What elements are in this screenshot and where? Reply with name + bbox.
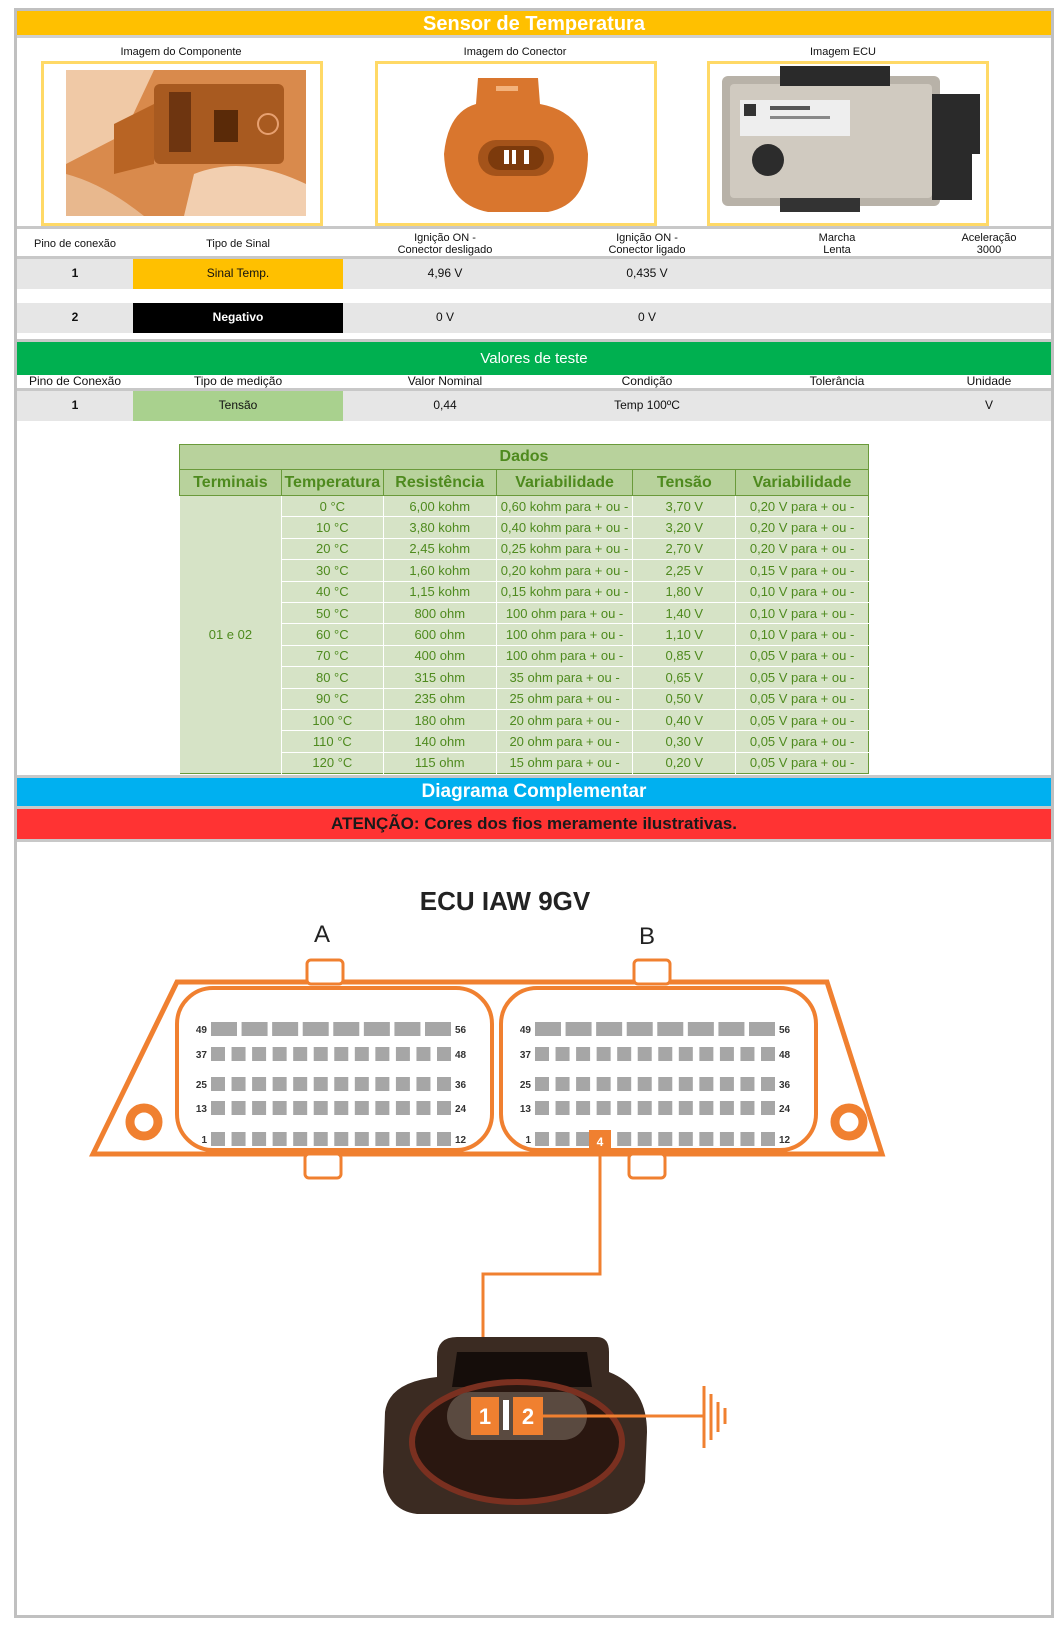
ecu-pin [749, 1022, 775, 1036]
pin-number: 2 [71, 310, 79, 325]
pin-row-label-left: 37 [195, 1050, 207, 1061]
resistance-cell: 1,60 kohm [383, 560, 496, 581]
ecu-pin [761, 1132, 775, 1146]
ign-off-value: 0 V [435, 310, 454, 325]
pin-row-label-left: 49 [195, 1025, 207, 1036]
resistance-variability-cell: 0,20 kohm para + ou - [496, 560, 633, 581]
data-table-row [180, 688, 869, 709]
data-table-row [180, 709, 869, 730]
ecu-pin [252, 1077, 266, 1091]
ecu-pin [761, 1077, 775, 1091]
ecu-pin [679, 1101, 693, 1115]
voltage-cell: 1,40 V [633, 602, 736, 623]
temperature-cell: 10 °C [281, 517, 383, 538]
header-temperature: Temperatura [281, 470, 383, 496]
ecu-pin [638, 1077, 652, 1091]
ecu-pin [566, 1022, 592, 1036]
ecu-pin [416, 1047, 430, 1061]
ecu-pin [416, 1101, 430, 1115]
connector-b-latch [634, 960, 670, 984]
voltage-cell: 2,25 V [633, 560, 736, 581]
signal-type: Sinal Temp. [133, 259, 343, 289]
voltage-cell: 3,20 V [633, 517, 736, 538]
ecu-pin [638, 1132, 652, 1146]
pin-number: 1 [71, 398, 79, 413]
ecu-pin [658, 1047, 672, 1061]
connector-b-label: B [638, 923, 656, 950]
temperature-cell: 40 °C [281, 581, 383, 602]
temperature-cell: 110 °C [281, 731, 383, 752]
data-table-row [180, 645, 869, 666]
ecu-pin [273, 1132, 287, 1146]
pin-row-label-right: 36 [779, 1080, 791, 1091]
ground-icon [704, 1386, 725, 1448]
temperature-cell: 50 °C [281, 602, 383, 623]
ecu-pin [556, 1077, 570, 1091]
temperature-cell: 60 °C [281, 624, 383, 645]
voltage-variability-cell: 0,10 V para + ou - [736, 602, 869, 623]
resistance-variability-cell: 0,60 kohm para + ou - [496, 496, 633, 517]
ecu-pin [740, 1101, 754, 1115]
resistance-cell: 800 ohm [383, 602, 496, 623]
ecu-pin [679, 1077, 693, 1091]
ecu-pin [617, 1047, 631, 1061]
pin-row-label-left: 13 [195, 1104, 207, 1115]
pin-row-label-right: 56 [455, 1025, 467, 1036]
resistance-cell: 235 ohm [383, 688, 496, 709]
page-title: Sensor de Temperatura [17, 11, 1051, 38]
nominal-value: 0,44 [433, 398, 457, 413]
ecu-pin [211, 1101, 225, 1115]
pin-row-label-left: 1 [525, 1135, 531, 1146]
ecu-pin [314, 1132, 328, 1146]
idle-value [747, 259, 927, 289]
header-accel: Aceleração 3000 [961, 231, 1017, 256]
header-measure-type: Tipo de medição [193, 374, 283, 389]
resistance-cell: 2,45 kohm [383, 538, 496, 559]
ecu-pin [617, 1132, 631, 1146]
voltage-variability-cell: 0,20 V para + ou - [736, 538, 869, 559]
ecu-pin [355, 1047, 369, 1061]
pin-row-label-left: 49 [519, 1025, 531, 1036]
resistance-variability-cell: 25 ohm para + ou - [496, 688, 633, 709]
ecu-pin [232, 1101, 246, 1115]
ecu-pin [576, 1132, 590, 1146]
ecu-pin [576, 1101, 590, 1115]
voltage-cell: 0,65 V [633, 667, 736, 688]
pin-row-label-left: 37 [519, 1050, 531, 1061]
connector-a-latch [307, 960, 343, 984]
header-voltage-variability: Variabilidade [736, 470, 869, 496]
voltage-cell: 3,70 V [633, 496, 736, 517]
voltage-cell: 0,50 V [633, 688, 736, 709]
ecu-pin [252, 1132, 266, 1146]
ecu-title: ECU IAW 9GV [419, 886, 591, 916]
ecu-pin [556, 1101, 570, 1115]
ecu-pin [375, 1132, 389, 1146]
ecu-pin [617, 1101, 631, 1115]
data-table-body [180, 496, 869, 774]
resistance-cell: 315 ohm [383, 667, 496, 688]
idle-value [747, 303, 927, 333]
ecu-pin [699, 1101, 713, 1115]
ecu-pin [437, 1101, 451, 1115]
ecu-pin [699, 1132, 713, 1146]
ecu-pin [242, 1022, 268, 1036]
resistance-variability-cell: 35 ohm para + ou - [496, 667, 633, 688]
temperature-cell: 20 °C [281, 538, 383, 559]
ecu-pin [232, 1077, 246, 1091]
resistance-variability-cell: 0,40 kohm para + ou - [496, 517, 633, 538]
ecu-pin [437, 1132, 451, 1146]
ecu-pin [679, 1047, 693, 1061]
pin-number: 1 [71, 266, 79, 281]
resistance-variability-cell: 100 ohm para + ou - [496, 624, 633, 645]
pin-row-label-left: 13 [519, 1104, 531, 1115]
ecu-pin [375, 1047, 389, 1061]
data-table-row [180, 667, 869, 688]
signal-type: Negativo [133, 303, 343, 333]
pin-row-label-right: 48 [779, 1050, 791, 1061]
header-pin: Pino de Conexão [28, 374, 122, 389]
pin-row-label-left: 25 [519, 1080, 531, 1091]
pin-row-label-right: 24 [455, 1104, 467, 1115]
ecu-pin [293, 1047, 307, 1061]
voltage-variability-cell: 0,20 V para + ou - [736, 517, 869, 538]
voltage-cell: 2,70 V [633, 538, 736, 559]
pin-row [17, 259, 1051, 289]
temperature-cell: 0 °C [281, 496, 383, 517]
ecu-pin [437, 1047, 451, 1061]
ecu-pin [375, 1101, 389, 1115]
ecu-image-label: Imagem ECU [809, 46, 877, 58]
unit-value: V [984, 398, 993, 413]
resistance-cell: 3,80 kohm [383, 517, 496, 538]
pin-row-label-right: 12 [455, 1135, 467, 1146]
resistance-cell: 600 ohm [383, 624, 496, 645]
ecu-pin [720, 1047, 734, 1061]
pin-row-label-left: 1 [201, 1135, 207, 1146]
ecu-pin [394, 1022, 420, 1036]
pin-row-label-right: 36 [455, 1080, 467, 1091]
ecu-pin [740, 1077, 754, 1091]
ecu-pin [211, 1022, 237, 1036]
tolerance-value [747, 391, 927, 421]
ecu-pin [556, 1132, 570, 1146]
ecu-pin [535, 1077, 549, 1091]
voltage-variability-cell: 0,05 V para + ou - [736, 688, 869, 709]
data-table-row [180, 581, 869, 602]
highlighted-pin-label: 4 [596, 1135, 604, 1149]
ecu-pin [364, 1022, 390, 1036]
connector-image [375, 61, 657, 226]
ecu-pin [535, 1022, 561, 1036]
data-table [179, 444, 869, 774]
ecu-pin [699, 1047, 713, 1061]
ecu-pin [679, 1132, 693, 1146]
ign-off-value: 4,96 V [427, 266, 463, 281]
test-values-row [17, 391, 1051, 421]
resistance-cell: 140 ohm [383, 731, 496, 752]
resistance-variability-cell: 15 ohm para + ou - [496, 752, 633, 773]
voltage-variability-cell: 0,10 V para + ou - [736, 581, 869, 602]
pin-row [17, 303, 1051, 333]
warning-banner: ATENÇÃO: Cores dos fios meramente ilustrativas. [17, 809, 1051, 839]
accel-value [927, 259, 1051, 289]
resistance-cell: 1,15 kohm [383, 581, 496, 602]
data-table-header [180, 470, 869, 496]
voltage-variability-cell: 0,20 V para + ou - [736, 496, 869, 517]
component-image-label: Imagem do Componente [120, 46, 242, 58]
sensor-pin-1-label: 1 [478, 1404, 492, 1429]
ecu-pin [211, 1077, 225, 1091]
header-voltage: Tensão [633, 470, 736, 496]
ecu-pin [314, 1101, 328, 1115]
ecu-pin [375, 1077, 389, 1091]
data-table-row [180, 624, 869, 645]
ecu-pin [596, 1022, 622, 1036]
data-table-title: Dados [180, 445, 869, 470]
ecu-pin [657, 1022, 683, 1036]
ecu-pin [303, 1022, 329, 1036]
ecu-pin [314, 1077, 328, 1091]
voltage-variability-cell: 0,05 V para + ou - [736, 709, 869, 730]
data-table-row [180, 538, 869, 559]
data-table-row [180, 752, 869, 773]
connector-b-bottom-latch [629, 1154, 665, 1178]
temperature-cell: 90 °C [281, 688, 383, 709]
ecu-pin [718, 1022, 744, 1036]
resistance-variability-cell: 0,25 kohm para + ou - [496, 538, 633, 559]
ecu-pin [334, 1077, 348, 1091]
ecu-pin [273, 1077, 287, 1091]
ecu-pin [425, 1022, 451, 1036]
ecu-pin [535, 1101, 549, 1115]
pin-row-label-right: 56 [779, 1025, 791, 1036]
ecu-pin [396, 1101, 410, 1115]
ecu-pin [211, 1047, 225, 1061]
measure-type: Tensão [133, 391, 343, 421]
accel-value [927, 303, 1051, 333]
temperature-cell: 80 °C [281, 667, 383, 688]
header-unit: Unidade [966, 374, 1012, 389]
voltage-variability-cell: 0,05 V para + ou - [736, 645, 869, 666]
ecu-pin [597, 1077, 611, 1091]
pin-row-label-right: 12 [779, 1135, 791, 1146]
voltage-variability-cell: 0,05 V para + ou - [736, 667, 869, 688]
ecu-pin [334, 1101, 348, 1115]
ecu-pin [252, 1047, 266, 1061]
ecu-pin [355, 1101, 369, 1115]
voltage-cell: 0,20 V [633, 752, 736, 773]
ecu-pin [416, 1132, 430, 1146]
test-values-header [17, 375, 1051, 389]
ecu-pin [314, 1047, 328, 1061]
terminals-cell: 01 e 02 [180, 496, 282, 774]
resistance-cell: 180 ohm [383, 709, 496, 730]
ecu-pin [437, 1077, 451, 1091]
ecu-pin [416, 1077, 430, 1091]
ecu-pin [761, 1047, 775, 1061]
sensor-pin-2-label: 2 [521, 1404, 535, 1429]
ecu-pin [699, 1077, 713, 1091]
ecu-pin [576, 1047, 590, 1061]
ecu-pin [334, 1047, 348, 1061]
temperature-cell: 30 °C [281, 560, 383, 581]
ecu-photo-icon [710, 64, 986, 223]
ecu-pin [658, 1132, 672, 1146]
condition-value: Temp 100ºC [614, 398, 680, 413]
header-idle: Marcha Lenta [818, 231, 856, 256]
ecu-pin [355, 1132, 369, 1146]
ecu-pin [272, 1022, 298, 1036]
data-table-row [180, 731, 869, 752]
ecu-pin [638, 1047, 652, 1061]
ecu-pin [617, 1077, 631, 1091]
ecu-pin [638, 1101, 652, 1115]
pin-row-label-right: 48 [455, 1050, 467, 1061]
voltage-variability-cell: 0,10 V para + ou - [736, 624, 869, 645]
component-image [41, 61, 323, 226]
ecu-pin [761, 1101, 775, 1115]
wiring-diagram [17, 842, 1051, 1612]
ecu-pin [293, 1077, 307, 1091]
temperature-cell: 100 °C [281, 709, 383, 730]
header-resistance: Resistência [383, 470, 496, 496]
pin-gap [503, 1400, 509, 1430]
header-nominal: Valor Nominal [407, 374, 483, 389]
ecu-pin [597, 1101, 611, 1115]
data-table-row [180, 496, 869, 517]
connector-a-bottom-latch [305, 1154, 341, 1178]
connector-a [177, 988, 492, 1150]
header-pin: Pino de conexão [34, 237, 116, 250]
pin-table-header [17, 229, 1051, 259]
connector-image-label: Imagem do Conector [463, 46, 567, 58]
sensor-photo-icon [44, 64, 320, 223]
header-terminals: Terminais [180, 470, 282, 496]
ecu-pin [720, 1077, 734, 1091]
sensor-sheet [14, 8, 1054, 1618]
ecu-pin [396, 1047, 410, 1061]
ecu-pin [333, 1022, 359, 1036]
ecu-pin [273, 1047, 287, 1061]
ign-on-value: 0,435 V [626, 266, 668, 281]
data-table-row [180, 560, 869, 581]
connector-b [501, 988, 816, 1150]
ecu-pin [720, 1101, 734, 1115]
ecu-image [707, 61, 989, 226]
ecu-pin [273, 1101, 287, 1115]
voltage-variability-cell: 0,15 V para + ou - [736, 560, 869, 581]
pin-row-label-right: 24 [779, 1104, 791, 1115]
ecu-pin [720, 1132, 734, 1146]
ecu-pin [627, 1022, 653, 1036]
header-resistance-variability: Variabilidade [496, 470, 633, 496]
ecu-pin [658, 1101, 672, 1115]
ecu-pin [740, 1047, 754, 1061]
resistance-variability-cell: 100 ohm para + ou - [496, 645, 633, 666]
ecu-pin [232, 1047, 246, 1061]
resistance-variability-cell: 20 ohm para + ou - [496, 731, 633, 752]
header-ign-off: Ignição ON - Conector desligado [397, 231, 493, 256]
temperature-cell: 70 °C [281, 645, 383, 666]
ecu-pin [576, 1077, 590, 1091]
test-values-title: Valores de teste [17, 342, 1051, 375]
ecu-pin [211, 1132, 225, 1146]
temperature-cell: 120 °C [281, 752, 383, 773]
data-table-row [180, 517, 869, 538]
header-signal-type: Tipo de Sinal [206, 237, 270, 250]
header-ign-on: Ignição ON - Conector ligado [608, 231, 686, 256]
ign-on-value: 0 V [637, 310, 656, 325]
resistance-cell: 400 ohm [383, 645, 496, 666]
connector-photo-icon [378, 64, 654, 223]
voltage-cell: 1,80 V [633, 581, 736, 602]
ecu-pin [556, 1047, 570, 1061]
ecu-pin [396, 1077, 410, 1091]
voltage-variability-cell: 0,05 V para + ou - [736, 731, 869, 752]
voltage-cell: 0,30 V [633, 731, 736, 752]
diagram-title: Diagrama Complementar [17, 778, 1051, 806]
ecu-pin [232, 1132, 246, 1146]
ecu-pin [535, 1047, 549, 1061]
resistance-cell: 115 ohm [383, 752, 496, 773]
ecu-pin [535, 1132, 549, 1146]
ecu-pin [252, 1101, 266, 1115]
header-tolerance: Tolerância [809, 374, 865, 389]
header-condition: Condição [621, 374, 673, 389]
ecu-pin [293, 1132, 307, 1146]
ecu-pin [334, 1132, 348, 1146]
voltage-cell: 0,40 V [633, 709, 736, 730]
resistance-variability-cell: 100 ohm para + ou - [496, 602, 633, 623]
ecu-pin [658, 1077, 672, 1091]
resistance-variability-cell: 0,15 kohm para + ou - [496, 581, 633, 602]
pin-row-label-left: 25 [195, 1080, 207, 1091]
resistance-variability-cell: 20 ohm para + ou - [496, 709, 633, 730]
ecu-pin [688, 1022, 714, 1036]
data-table-row [180, 602, 869, 623]
resistance-cell: 6,00 kohm [383, 496, 496, 517]
voltage-cell: 1,10 V [633, 624, 736, 645]
connector-a-label: A [313, 921, 331, 948]
ecu-pin [355, 1077, 369, 1091]
voltage-cell: 0,85 V [633, 645, 736, 666]
voltage-variability-cell: 0,05 V para + ou - [736, 752, 869, 773]
ecu-pin [293, 1101, 307, 1115]
ecu-pin [597, 1047, 611, 1061]
ecu-pin [740, 1132, 754, 1146]
ecu-pin [396, 1132, 410, 1146]
